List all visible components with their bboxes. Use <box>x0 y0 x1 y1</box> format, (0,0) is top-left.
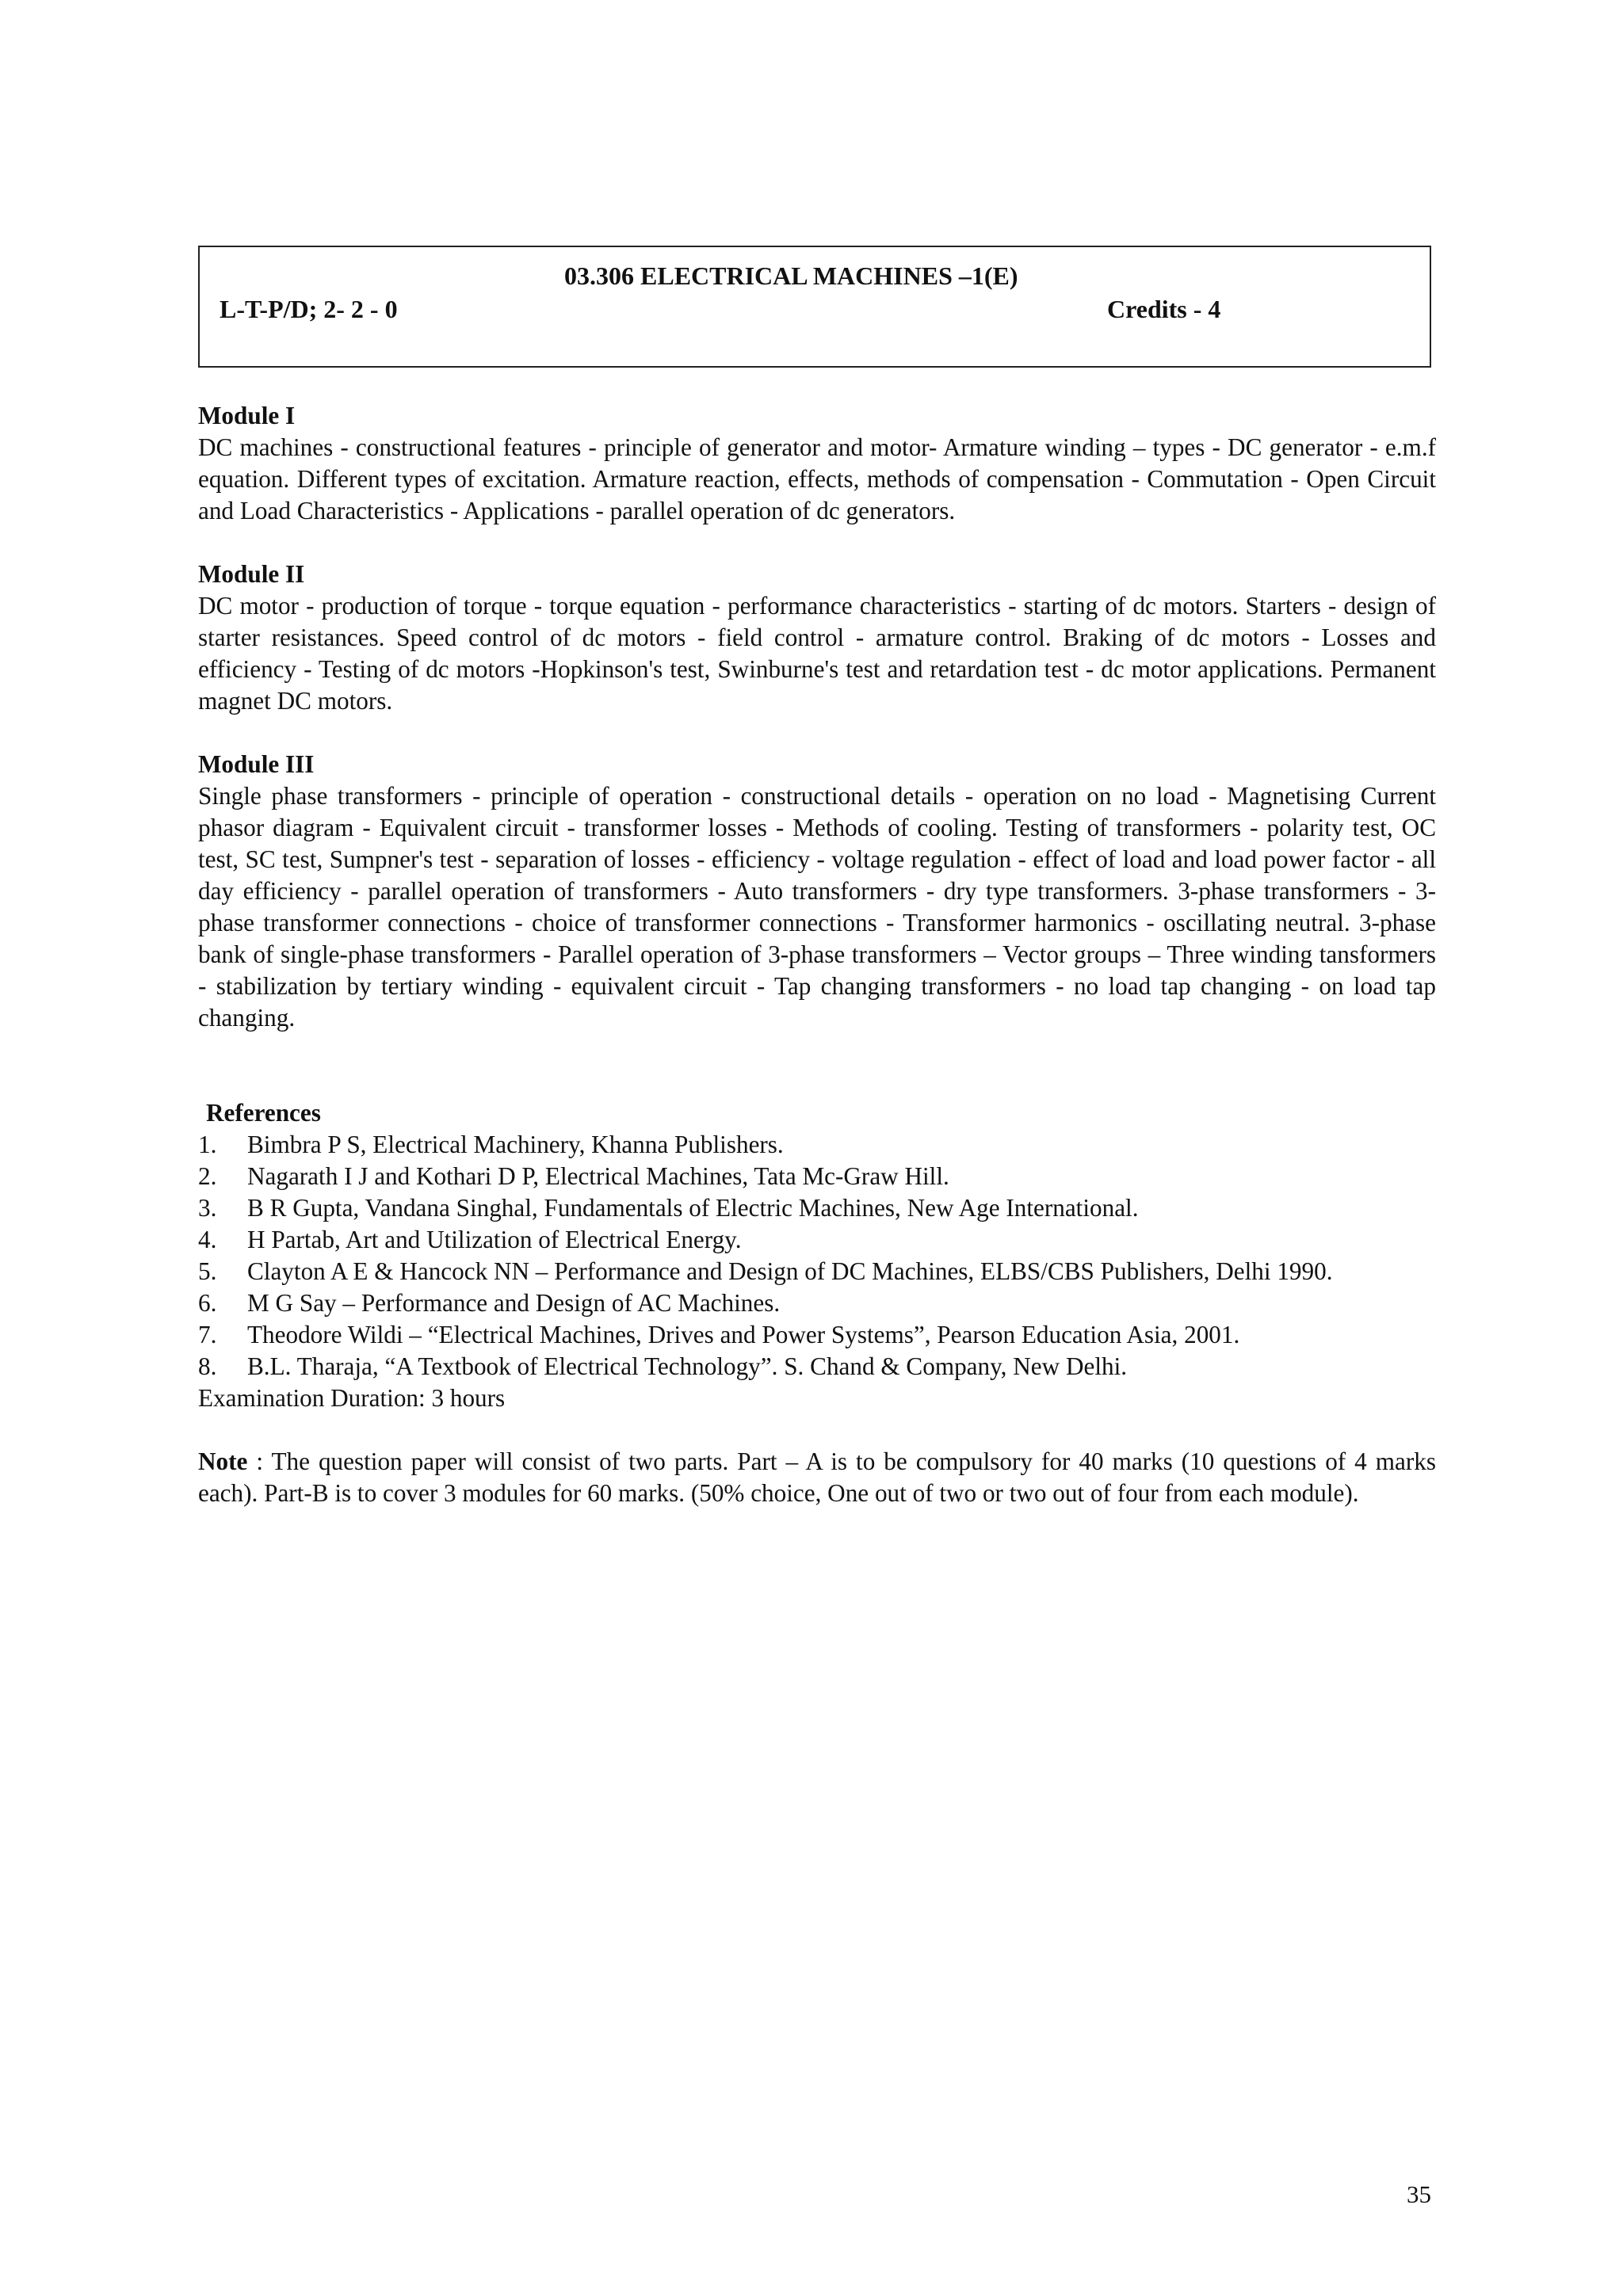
page-number: 35 <box>1407 2180 1431 2208</box>
references-list <box>198 1129 1436 1383</box>
reference-number: 2. <box>198 1162 217 1190</box>
exam-duration: Examination Duration: 3 hours <box>198 1384 506 1412</box>
reference-item <box>198 1351 1436 1383</box>
reference-number: 8. <box>198 1352 217 1380</box>
module-3 <box>198 749 1436 1034</box>
reference-item <box>198 1224 1436 1256</box>
module-title: Module III <box>198 750 315 778</box>
course-header-box <box>198 246 1431 368</box>
module-title: Module II <box>198 560 305 588</box>
reference-number: 3. <box>198 1194 217 1222</box>
reference-text: Nagarath I J and Kothari D P, Electrical Machines, Tata Mc-Graw Hill. <box>247 1162 949 1190</box>
reference-item <box>198 1319 1436 1351</box>
reference-text: M G Say – Performance and Design of AC Machines. <box>247 1289 781 1317</box>
reference-text: B.L. Tharaja, “A Textbook of Electrical Technology”. S. Chand & Company, New Delhi. <box>247 1352 1128 1380</box>
reference-number: 7. <box>198 1321 217 1348</box>
module-title: Module I <box>198 402 296 429</box>
credits: Credits - 4 <box>1107 295 1221 323</box>
module-2 <box>198 559 1436 717</box>
reference-text: Bimbra P S, Electrical Machinery, Khanna Publishers. <box>247 1131 784 1158</box>
ltp-hours: L-T-P/D; 2- 2 - 0 <box>220 295 398 323</box>
course-title: 03.306 ELECTRICAL MACHINES –1(E) <box>564 261 1018 290</box>
reference-item <box>198 1161 1436 1192</box>
reference-item <box>198 1287 1436 1319</box>
reference-item <box>198 1256 1436 1287</box>
reference-text: B R Gupta, Vandana Singhal, Fundamentals of Electric Machines, New Age International. <box>247 1194 1139 1222</box>
references-section <box>198 1097 1436 1414</box>
reference-text: Clayton A E & Hancock NN – Performance and Design of DC Machines, ELBS/CBS Publishers, Delhi 1990. <box>247 1257 1333 1285</box>
module-text: Single phase transformers - principle of operation - constructional details - operation on no load - Magnetising Current phasor diagram - Equivalent circuit - transformer losses - Methods of cooling. Testing of transformers - polarity test, OC test, SC test, Sumpner's test - separation of losses - efficiency - voltage regulation - effect of load and load power factor - all day efficiency - parallel operation of transformers - Auto transformers - dry type transformers. 3-phase transformers - 3-phase transformer connections - choice of transformer connections - Transformer harmonics - oscillating neutral. 3-phase bank of single-phase transformers - Parallel operation of 3-phase transformers – Vector groups – Three winding tansformers - stabilization by tertiary winding - equivalent circuit - Tap changing transformers - no load tap changing - on load tap changing. <box>198 782 1436 1032</box>
reference-number: 5. <box>198 1257 217 1285</box>
module-text: DC motor - production of torque - torque equation - performance characteristics - starting of dc motors. Starters - design of starter resistances. Speed control of dc motors - field control - armature control. Braking of dc motors - Losses and efficiency - Testing of dc motors -Hopkinson's test, Swinburne's test and retardation test - dc motor applications. Permanent magnet DC motors. <box>198 592 1436 715</box>
module-text: DC machines - constructional features - principle of generator and motor- Armature winding – types - DC generator - e.m.f equation. Different types of excitation. Armature reaction, effects, methods of compensation - Commutation - Open Circuit and Load Characteristics - Applications - parallel operation of dc generators. <box>198 433 1436 524</box>
note-label: Note <box>198 1447 248 1475</box>
note-text: : The question paper will consist of two parts. Part – A is to be compulsory for 40 marks (10 questions of 4 marks each). Part-B is to cover 3 modules for 60 marks. (50% choice, One out of two or two out of four from each module). <box>198 1447 1436 1507</box>
reference-text: Theodore Wildi – “Electrical Machines, Drives and Power Systems”, Pearson Education Asia, 2001. <box>247 1321 1240 1348</box>
reference-item <box>198 1192 1436 1224</box>
reference-item <box>198 1129 1436 1161</box>
exam-note <box>198 1446 1436 1509</box>
module-1 <box>198 400 1436 527</box>
syllabus-content <box>198 400 1436 1534</box>
reference-number: 6. <box>198 1289 217 1317</box>
references-title: References <box>206 1099 321 1127</box>
reference-number: 1. <box>198 1131 217 1158</box>
reference-text: H Partab, Art and Utilization of Electrical Energy. <box>247 1226 742 1253</box>
reference-number: 4. <box>198 1226 217 1253</box>
